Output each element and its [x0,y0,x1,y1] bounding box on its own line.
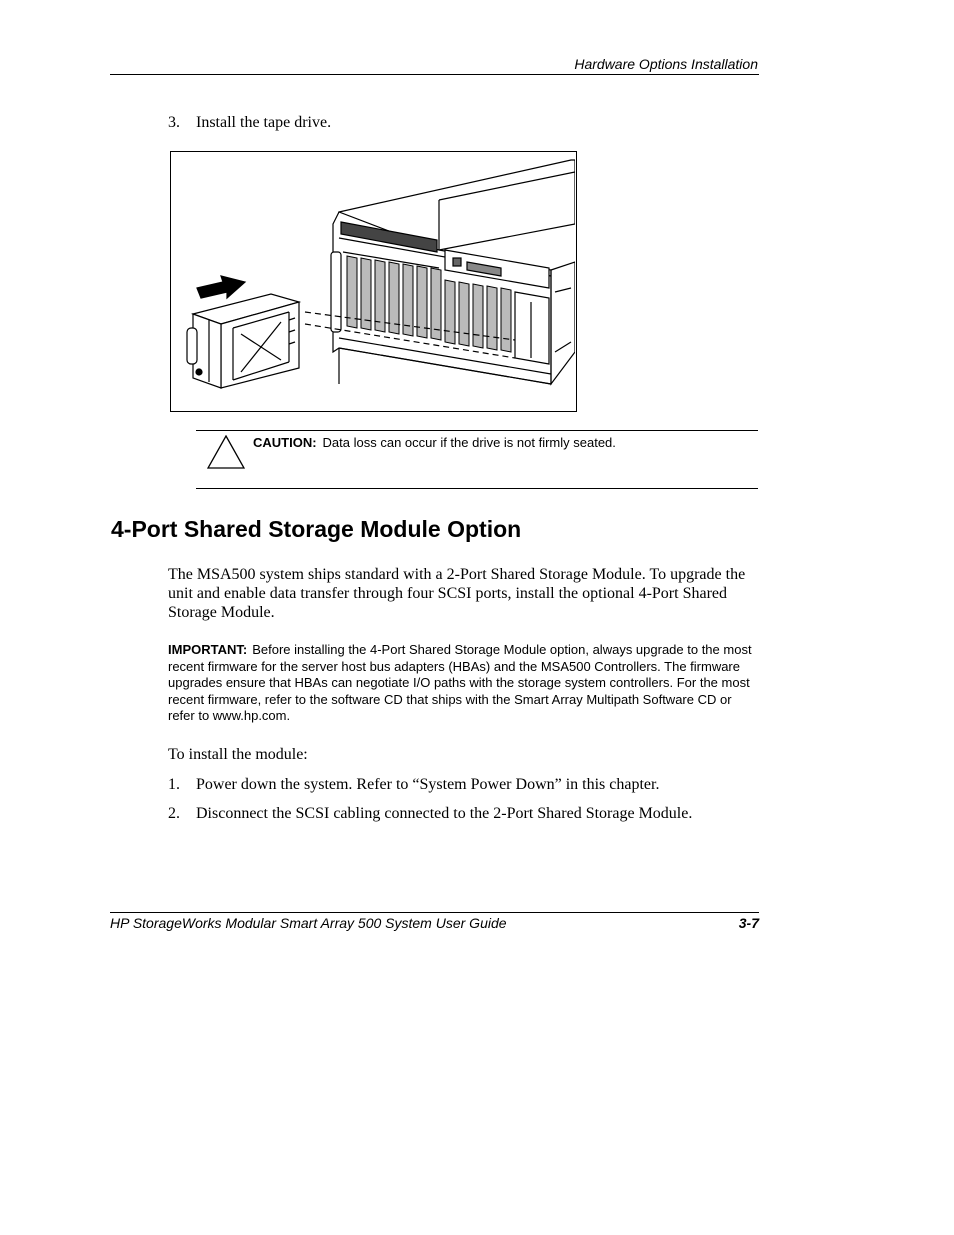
enclosure-drawing [171,152,575,410]
step-number: 2. [168,805,180,822]
step-power-down [168,775,760,795]
running-header: Hardware Options Installation [574,56,758,72]
caution-note [253,435,616,450]
step-disconnect-scsi [168,804,760,824]
step-number: 3. [168,114,180,131]
section-title: 4-Port Shared Storage Module Option [111,516,522,542]
step-text: Power down the system. Refer to “System Power Down” in this chapter. [196,776,660,793]
caution-text: Data loss can occur if the drive is not firmly seated. [322,435,616,450]
caution-bottom-rule [196,488,758,489]
caution-triangle-icon [207,435,245,469]
important-label: IMPORTANT: [168,642,248,657]
step-text: Install the tape drive. [196,114,332,131]
header-rule [110,74,759,75]
install-lead-in: To install the module: [168,746,308,763]
step-number: 1. [168,776,180,793]
caution-label: CAUTION: [253,435,317,450]
important-note [168,642,760,725]
page-number: 3-7 [738,915,759,931]
tape-drive-illustration [170,151,577,412]
footer-title: HP StorageWorks Modular Smart Array 500 System User Guide [110,915,507,931]
caution-top-rule [196,430,758,431]
important-text: Before installing the 4-Port Shared Storage Module option, always upgrade to the most recent firmware for the server host bus adapters (HBAs) and the MSA500 Controllers. The firmware upgrades ensure that HBAs can negotiate I/O paths with the storage system controllers. For the most recent firmware, refer to the software CD that ships with the Smart Array Multipath Software CD or refer to www.hp.com. [168,642,752,723]
intro-paragraph: The MSA500 system ships standard with a 2-Port Shared Storage Module. To upgrade the unit and enable data transfer through four SCSI ports, install the optional 4-Port Shared Storage Module. [168,566,746,621]
footer-rule [110,912,759,913]
step-text: Disconnect the SCSI cabling connected to the 2-Port Shared Storage Module. [196,805,693,822]
step-install-tape-drive [168,113,568,133]
